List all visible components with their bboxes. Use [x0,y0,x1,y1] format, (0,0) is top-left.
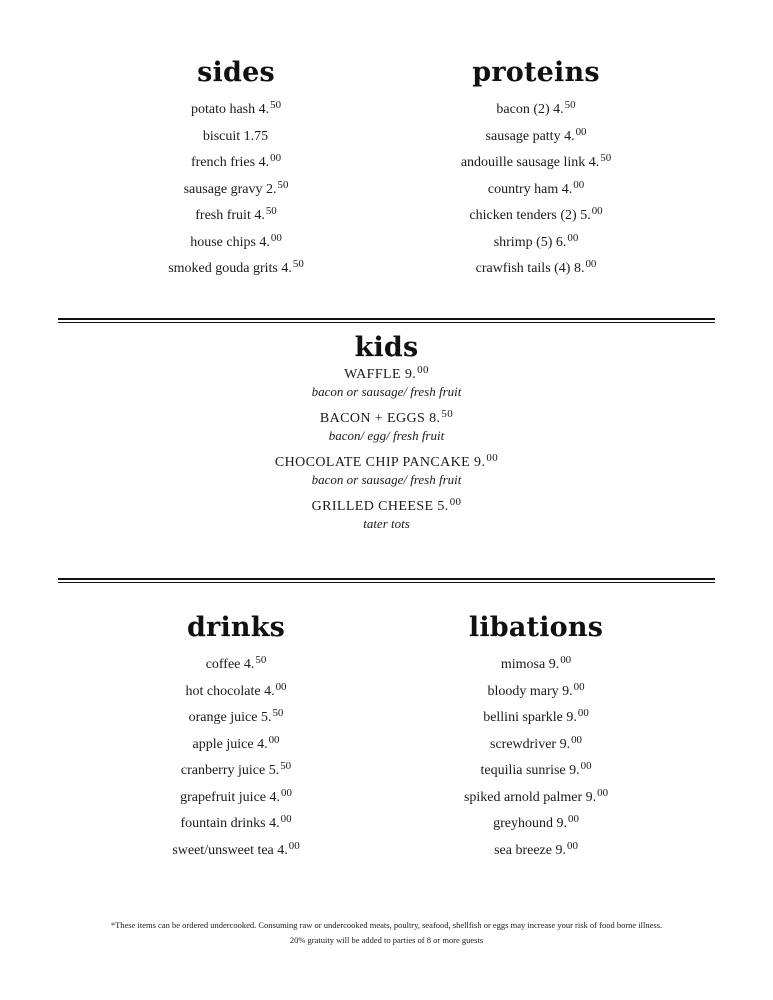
item-price: 9. [474,455,486,470]
item-price-cents: 00 [571,733,582,746]
menu-item [397,679,675,706]
menu-item [97,124,375,151]
item-price: 8. [573,261,585,276]
item-name: sausage gravy [183,181,263,197]
item-name: spiked arnold palmer [463,789,583,805]
menu-item [397,811,675,838]
menu-item [397,652,675,679]
menu-item [97,838,375,865]
item-price-cents: 00 [573,680,585,693]
drinks-list [97,652,375,864]
item-price-cents: 00 [575,125,587,138]
item-price: 9. [404,367,417,382]
kids-section [58,331,715,542]
menu-item [97,652,375,679]
menu-item [397,705,675,732]
item-name: andouille sausage link [460,155,589,170]
item-name: orange juice [188,710,261,725]
section-divider-top [58,318,715,323]
kids-item-line [58,410,715,428]
kids-menu-item [58,366,715,399]
menu-item [97,230,375,257]
item-price-cents: 00 [573,178,585,191]
item-name: cranberry juice [180,763,269,778]
kids-item-description: bacon or sausage/ fresh fruit [311,472,462,487]
item-price: 4. [243,657,255,672]
item-price-cents: 00 [280,813,292,826]
sides-list [97,97,375,283]
menu-item [97,811,375,838]
menu-item [97,177,375,204]
item-price: 6. [555,234,567,250]
item-price-cents: 00 [449,496,462,509]
item-price-cents: 50 [277,178,289,191]
sides-heading: sides [197,57,275,88]
item-name: bacon (2) [496,102,550,117]
menu-item [397,758,675,785]
item-name: crawfish tails (4) [475,261,574,276]
menu-item [397,838,675,865]
item-name: sausage patty [485,128,561,144]
menu-item [97,732,375,759]
item-name: bellini sparkle [483,710,567,725]
item-price: 4. [561,181,573,197]
sides-section [97,56,375,283]
item-name: house chips [190,234,256,250]
libations-heading: libations [468,612,604,643]
item-name: fountain drinks [180,816,266,831]
item-price-cents: 00 [567,813,579,826]
item-price: 5. [580,208,591,223]
item-price-cents: 00 [486,452,499,465]
item-price: 4. [281,261,292,276]
item-price-cents: 00 [597,786,609,799]
item-price: 8. [429,411,441,426]
menu-item [397,256,675,283]
item-price: 4. [258,102,270,117]
item-price-cents: 00 [268,733,280,746]
item-price: 4. [269,816,280,831]
item-price: 4. [564,128,575,144]
item-price-cents: 50 [564,99,576,112]
menu-item [397,732,675,759]
kids-item-description: tater tots [363,516,410,531]
item-name: greyhound [493,816,553,831]
item-name: apple juice [192,736,254,752]
item-name: smoked gouda grits [168,261,282,276]
item-price: 4. [588,155,600,170]
item-price-cents: 50 [280,760,292,773]
item-price: 4. [269,789,280,805]
item-price-cents: 00 [288,839,300,852]
item-price-cents: 00 [270,231,282,244]
item-name: GRILLED CHEESE [311,499,434,514]
item-price-cents: 00 [580,760,592,773]
libations-section [397,611,675,864]
item-price: 9. [569,763,580,778]
menu-item [97,758,375,785]
item-name: biscuit [202,128,241,144]
item-name: sweet/unsweet tea [172,842,274,858]
item-price-cents: 50 [265,205,277,218]
item-price-cents: 50 [272,707,284,720]
menu-item [397,124,675,151]
item-price: 4. [277,842,288,858]
item-name: CHOCOLATE CHIP PANCAKE [274,455,475,470]
item-price: 2. [266,181,277,197]
item-price: 4. [264,683,275,699]
item-name: potato hash [190,102,256,117]
menu-item [97,150,375,177]
item-price-cents: 00 [585,258,597,271]
footer-notice [20,918,753,948]
proteins-heading: proteins [472,57,600,88]
menu-item [97,705,375,732]
item-name: shrimp (5) [493,234,553,250]
item-name: country ham [487,181,559,197]
item-price-cents: 50 [255,654,267,667]
item-price-cents: 50 [600,152,612,165]
item-name: WAFFLE [344,367,401,382]
drinks-heading: drinks [186,612,286,643]
proteins-section [397,56,675,283]
item-price: 9. [559,736,571,752]
item-price-cents: 00 [560,654,572,667]
item-price-cents: 50 [270,99,282,112]
menu-item [397,177,675,204]
kids-item-line [58,498,715,516]
item-price-cents: 00 [281,786,292,799]
gratuity-notice: 20% gratuity will be added to parties of 8 or more guests [289,935,484,945]
item-price-cents: 50 [292,258,304,271]
menu-item [397,150,675,177]
item-price: 5. [437,499,449,514]
item-price-cents: 00 [270,152,282,165]
menu-item [397,97,675,124]
kids-item-line [58,454,715,472]
menu-item [397,230,675,257]
item-name: fresh fruit [195,208,251,223]
item-price: 4. [257,736,268,752]
kids-heading: kids [354,332,419,363]
item-name: tequilia sunrise [480,763,566,778]
kids-menu-item [58,498,715,531]
item-price: 9. [562,683,573,699]
item-name: coffee [205,657,241,672]
item-name: sea breeze [494,842,552,858]
menu-item [97,785,375,812]
menu-item [397,203,675,230]
libations-list [397,652,675,864]
item-price: 4. [553,102,564,117]
item-price-cents: 00 [567,839,578,852]
item-name: french fries [190,155,259,170]
menu-item [97,97,375,124]
item-price: 9. [566,710,577,725]
menu-item [397,785,675,812]
item-price-cents: 00 [591,205,603,218]
kids-item-line [58,366,715,384]
item-name: mimosa [500,657,546,672]
menu-item [97,203,375,230]
item-price: 9. [556,816,567,831]
item-name: screwdriver [490,736,557,752]
menu-item [97,256,375,283]
proteins-list [397,97,675,283]
item-price-cents: 00 [417,364,429,377]
item-price: 4. [254,208,265,223]
item-price: 9. [585,789,597,805]
drinks-section [97,611,375,864]
kids-list [58,366,715,531]
item-price: 9. [555,842,566,858]
item-name: hot chocolate [185,683,261,699]
item-price: 5. [268,763,280,778]
item-price-cents: 00 [567,231,579,244]
item-price: 1.75 [243,128,269,144]
item-price: 4. [259,234,270,250]
undercooked-disclaimer: *These items can be ordered undercooked. Consuming raw or undercooked meats, poultry, seafood, shellfish or eggs may increase your risk of food borne illness. [110,920,663,930]
item-name: BACON + EGGS [319,411,426,426]
item-price: 5. [260,710,272,725]
item-price-cents: 00 [577,707,589,720]
item-name: chicken tenders (2) [469,208,577,223]
kids-menu-item [58,410,715,443]
kids-item-description: bacon or sausage/ fresh fruit [311,384,462,399]
item-price: 4. [258,155,270,170]
section-divider-bottom [58,578,715,583]
item-name: bloody mary [487,683,559,699]
kids-menu-item [58,454,715,487]
item-name: grapefruit juice [180,789,266,805]
item-price-cents: 00 [275,680,287,693]
kids-item-description: bacon/ egg/ fresh fruit [328,428,445,443]
menu-item [97,679,375,706]
item-price: 9. [548,657,560,672]
item-price-cents: 50 [441,408,454,421]
